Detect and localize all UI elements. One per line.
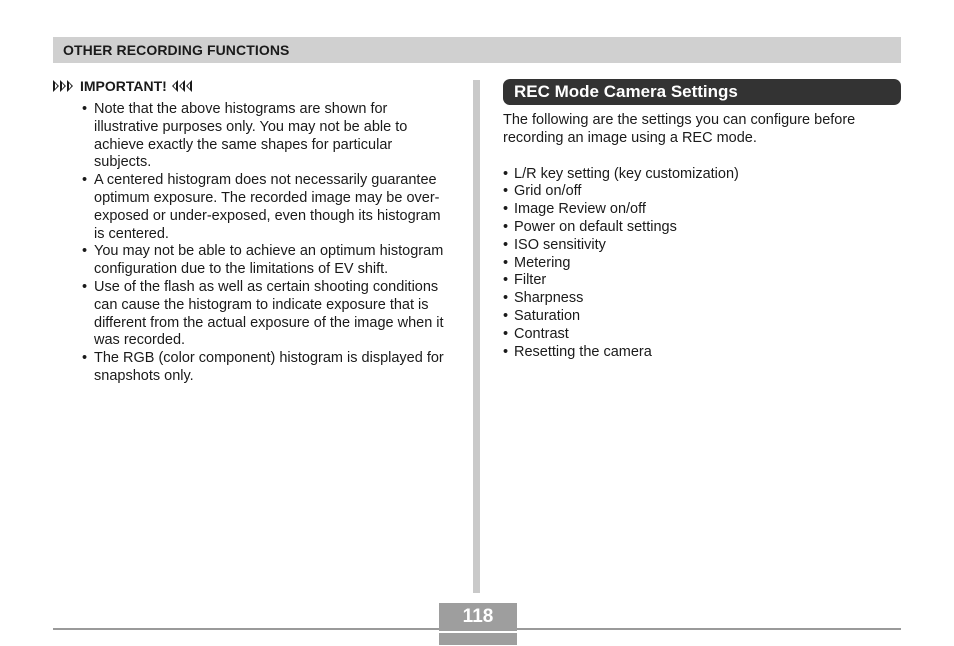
important-heading	[53, 77, 453, 95]
list-item: • Power on default settings	[503, 219, 901, 237]
header-band	[53, 37, 901, 63]
list-item: • Resetting the camera	[503, 344, 901, 362]
list-item: • A centered histogram does not necessarily guarantee optimum exposure. The recorded image may be over-exposed or under-exposed, even though its histogram is centered.	[82, 172, 453, 243]
page-number-tab-base	[439, 633, 517, 645]
rec-mode-intro: The following are the settings you can configure before recording an image using a REC mode.	[503, 112, 856, 146]
list-item: • Saturation	[503, 308, 901, 326]
settings-list	[503, 166, 901, 362]
important-section	[53, 77, 453, 386]
list-item: • The RGB (color component) histogram is displayed for snapshots only.	[82, 350, 453, 386]
rec-mode-heading: REC Mode Camera Settings	[514, 82, 738, 101]
list-item: • Note that the above histograms are shown for illustrative purposes only. You may not be able to achieve exactly the same shapes for particular subjects.	[82, 101, 453, 172]
rec-mode-heading-bar	[503, 79, 901, 105]
page-number-tab	[439, 603, 517, 645]
section-title: OTHER RECORDING FUNCTIONS	[63, 42, 290, 58]
list-item: • Contrast	[503, 326, 901, 344]
list-item: • Image Review on/off	[503, 201, 901, 219]
list-item: • Use of the flash as well as certain shooting conditions can cause the histogram to indicate exposure that is different from the actual exposure of the image when it was recorded.	[82, 279, 453, 350]
page-number: 118	[439, 603, 517, 631]
triple-arrow-right-icon	[53, 80, 75, 92]
triple-arrow-left-icon	[172, 80, 194, 92]
list-item: • You may not be able to achieve an optimum histogram configuration due to the limitations of EV shift.	[82, 243, 453, 279]
important-list	[53, 101, 453, 386]
list-item: • ISO sensitivity	[503, 237, 901, 255]
list-item: • L/R key setting (key customization)	[503, 166, 901, 184]
rec-mode-section	[503, 79, 901, 361]
important-label: IMPORTANT!	[80, 78, 167, 94]
list-item: • Sharpness	[503, 290, 901, 308]
column-divider	[473, 80, 480, 593]
list-item: • Grid on/off	[503, 183, 901, 201]
list-item: • Metering	[503, 255, 901, 273]
list-item: • Filter	[503, 272, 901, 290]
